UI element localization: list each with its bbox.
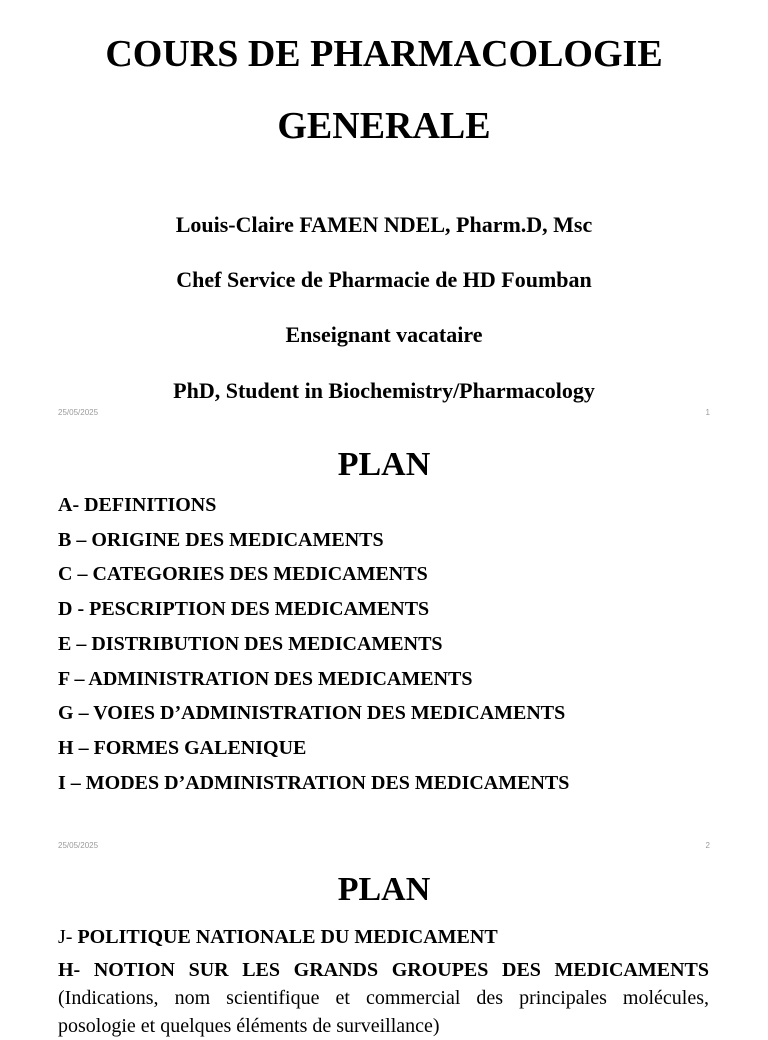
plan-item-h-groups-detail: (Indications, nom scientifique et commercial des principales molécules, posologie et quelques éléments de surveillance) — [58, 987, 709, 1037]
plan-item-h-groups — [58, 956, 709, 1040]
plan-item-g: G – VOIES D’ADMINISTRATION DES MEDICAMENTS — [58, 702, 566, 725]
author-role: Chef Service de Pharmacie de HD Foumban — [176, 267, 592, 292]
author-degree: PhD, Student in Biochemistry/Pharmacology — [173, 378, 595, 403]
course-title-line-2: GENERALE — [277, 105, 491, 147]
slide-1-footer-date: 25/05/2025 — [58, 408, 99, 417]
slide-1 — [0, 0, 768, 433]
slide-2-page-number: 2 — [705, 841, 710, 850]
plan-item-j-text: POLITIQUE NATIONALE DU MEDICAMENT — [72, 926, 498, 948]
plan-item-a: A- DEFINITIONS — [58, 494, 217, 516]
plan-title-continued: PLAN — [337, 871, 431, 908]
plan-item-h: H – FORMES GALENIQUE — [58, 736, 307, 759]
plan-item-d: D - PESCRIPTION DES MEDICAMENTS — [58, 598, 430, 621]
plan-item-i: I – MODES D’ADMINISTRATION DES MEDICAMENTS — [58, 771, 570, 794]
slide-1-page-number: 1 — [705, 408, 710, 417]
plan-item-j-prefix: J- — [58, 926, 73, 948]
plan-item-c: C – CATEGORIES DES MEDICAMENTS — [58, 563, 428, 586]
slide-3 — [0, 866, 768, 1037]
plan-title: PLAN — [337, 446, 431, 483]
plan-item-b: B – ORIGINE DES MEDICAMENTS — [58, 528, 384, 551]
author-name: Louis-Claire FAMEN NDEL, Pharm.D, Msc — [175, 212, 593, 237]
plan-item-e: E – DISTRIBUTION DES MEDICAMENTS — [58, 632, 443, 655]
slide-2-footer-date: 25/05/2025 — [58, 841, 99, 850]
author-position: Enseignant vacataire — [285, 322, 483, 347]
plan-list — [58, 488, 569, 800]
course-title-line-1: COURS DE PHARMACOLOGIE — [105, 33, 663, 75]
plan-item-h-groups-title: H- NOTION SUR LES GRANDS GROUPES DES MEDICAMENTS — [58, 959, 709, 981]
slide-2 — [0, 433, 768, 866]
plan-item-j — [58, 923, 709, 951]
plan-item-f: F – ADMINISTRATION DES MEDICAMENTS — [58, 667, 473, 690]
